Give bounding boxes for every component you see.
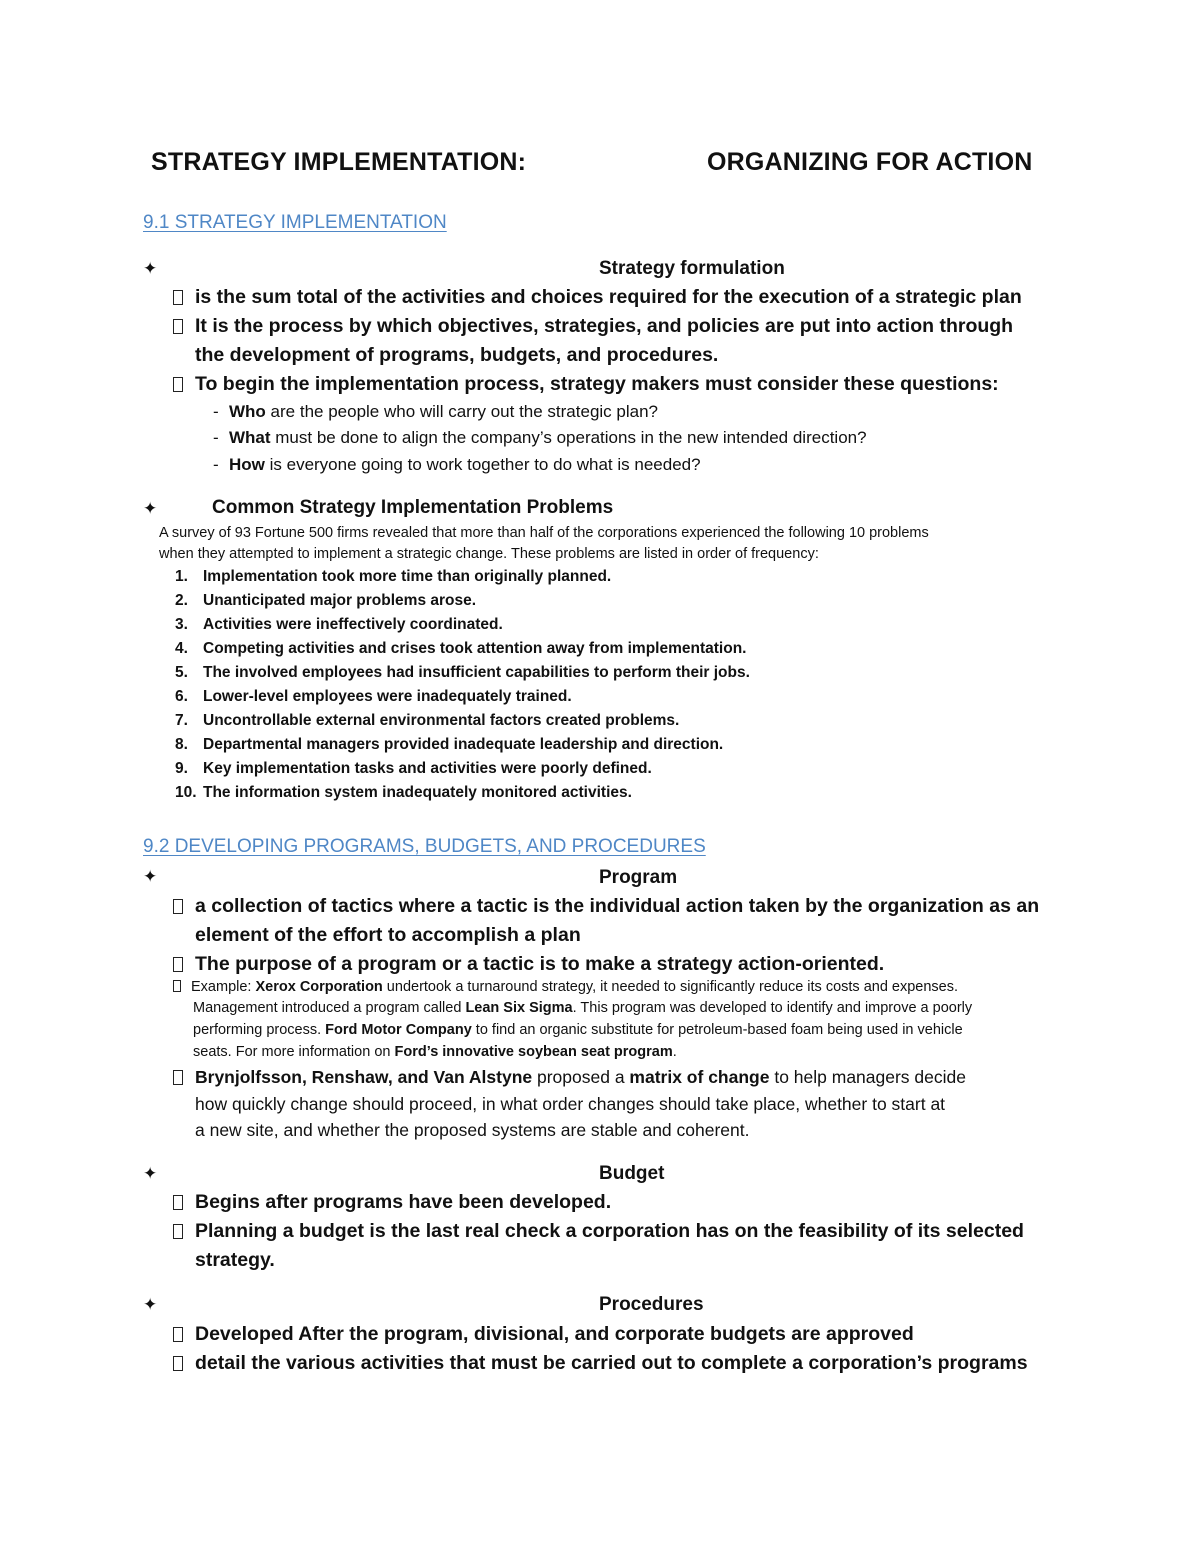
survey-text: A survey of 93 Fortune 500 firms revealed that more than half of the corporations experienced the following 10 problems: [159, 525, 929, 541]
bullet-item: To begin the implementation process, strategy makers must consider these questions:: [173, 373, 999, 396]
missing-glyph-icon: [173, 899, 183, 914]
question-item: - Who are the people who will carry out the strategic plan?: [213, 402, 658, 421]
bullet-item: Planning a budget is the last real check a corporation has on the feasibility of its selected: [173, 1220, 1024, 1243]
subheading-budget: Budget: [599, 1163, 665, 1184]
subheading-problems: Common Strategy Implementation Problems: [212, 497, 614, 518]
example-text: performing process. Ford Motor Company to find an organic substitute for petroleum-based foam being used in vehicle: [193, 1022, 963, 1038]
missing-glyph-icon: [173, 1070, 183, 1085]
bullet-continuation: the development of programs, budgets, and procedures.: [195, 344, 719, 366]
survey-text: when they attempted to implement a strategic change. These problems are listed in order of frequency:: [159, 546, 819, 562]
missing-glyph-icon: [173, 980, 181, 992]
subheading-strategy-formulation: Strategy formulation: [599, 258, 785, 279]
problem-item: 10. The information system inadequately monitored activities.: [175, 784, 632, 801]
missing-glyph-icon: [173, 1327, 183, 1342]
bullet-continuation: how quickly change should proceed, in what order changes should take place, whether to start at: [195, 1094, 946, 1114]
star-bullet-icon: ✦: [143, 1295, 158, 1314]
question-item: - How is everyone going to work together to do what is needed?: [213, 455, 701, 474]
problem-item: 9. Key implementation tasks and activities were poorly defined.: [175, 760, 652, 777]
subheading-program: Program: [599, 867, 678, 888]
star-bullet-icon: ✦: [143, 499, 158, 518]
question-item: - What must be done to align the company’s operations in the new intended direction?: [213, 428, 867, 447]
missing-glyph-icon: [173, 377, 183, 392]
missing-glyph-icon: [173, 1224, 183, 1239]
section-heading-9-1[interactable]: 9.1 STRATEGY IMPLEMENTATION: [143, 212, 447, 233]
bullet-continuation: strategy.: [195, 1249, 275, 1271]
star-bullet-icon: ✦: [143, 867, 158, 886]
example-text: Example: Xerox Corporation undertook a turnaround strategy, it needed to significantly reduce its costs and expenses.: [173, 979, 958, 995]
bullet-item: a collection of tactics where a tactic is the individual action taken by the organization as an: [173, 895, 1039, 918]
bullet-item: Brynjolfsson, Renshaw, and Van Alstyne proposed a matrix of change to help managers decide: [173, 1067, 966, 1088]
missing-glyph-icon: [173, 1356, 183, 1371]
example-text: Management introduced a program called Lean Six Sigma. This program was developed to identify and improve a poorly: [193, 1000, 973, 1016]
star-bullet-icon: ✦: [143, 259, 158, 278]
problem-item: 3. Activities were ineffectively coordinated.: [175, 616, 503, 633]
bullet-item: It is the process by which objectives, strategies, and policies are put into action through: [173, 315, 1013, 338]
missing-glyph-icon: [173, 319, 183, 334]
bullet-item: detail the various activities that must be carried out to complete a corporation’s programs: [173, 1352, 1028, 1375]
bullet-continuation: element of the effort to accomplish a plan: [195, 924, 581, 946]
problem-item: 7. Uncontrollable external environmental factors created problems.: [175, 712, 680, 729]
problem-item: 4. Competing activities and crises took attention away from implementation.: [175, 640, 747, 657]
page-title-right: ORGANIZING FOR ACTION: [707, 148, 1033, 176]
problem-item: 1. Implementation took more time than originally planned.: [175, 568, 612, 585]
bullet-item: Begins after programs have been developed.: [173, 1191, 611, 1214]
problem-item: 2. Unanticipated major problems arose.: [175, 592, 477, 609]
missing-glyph-icon: [173, 290, 183, 305]
bullet-continuation: a new site, and whether the proposed systems are stable and coherent.: [195, 1120, 750, 1140]
problem-item: 5. The involved employees had insufficient capabilities to perform their jobs.: [175, 664, 750, 681]
bullet-item: The purpose of a program or a tactic is to make a strategy action-oriented.: [173, 953, 884, 976]
page-title-left: STRATEGY IMPLEMENTATION:: [151, 148, 527, 176]
missing-glyph-icon: [173, 957, 183, 972]
problem-item: 6. Lower-level employees were inadequately trained.: [175, 688, 572, 705]
section-heading-9-2[interactable]: 9.2 DEVELOPING PROGRAMS, BUDGETS, AND PROCEDURES: [143, 836, 706, 857]
star-bullet-icon: ✦: [143, 1164, 158, 1183]
subheading-procedures: Procedures: [599, 1294, 704, 1315]
example-text: seats. For more information on Ford’s innovative soybean seat program.: [193, 1044, 677, 1060]
bullet-item: Developed After the program, divisional, and corporate budgets are approved: [173, 1323, 914, 1346]
problem-item: 8. Departmental managers provided inadequate leadership and direction.: [175, 736, 724, 753]
bullet-item: is the sum total of the activities and choices required for the execution of a strategic plan: [173, 286, 1022, 309]
missing-glyph-icon: [173, 1195, 183, 1210]
